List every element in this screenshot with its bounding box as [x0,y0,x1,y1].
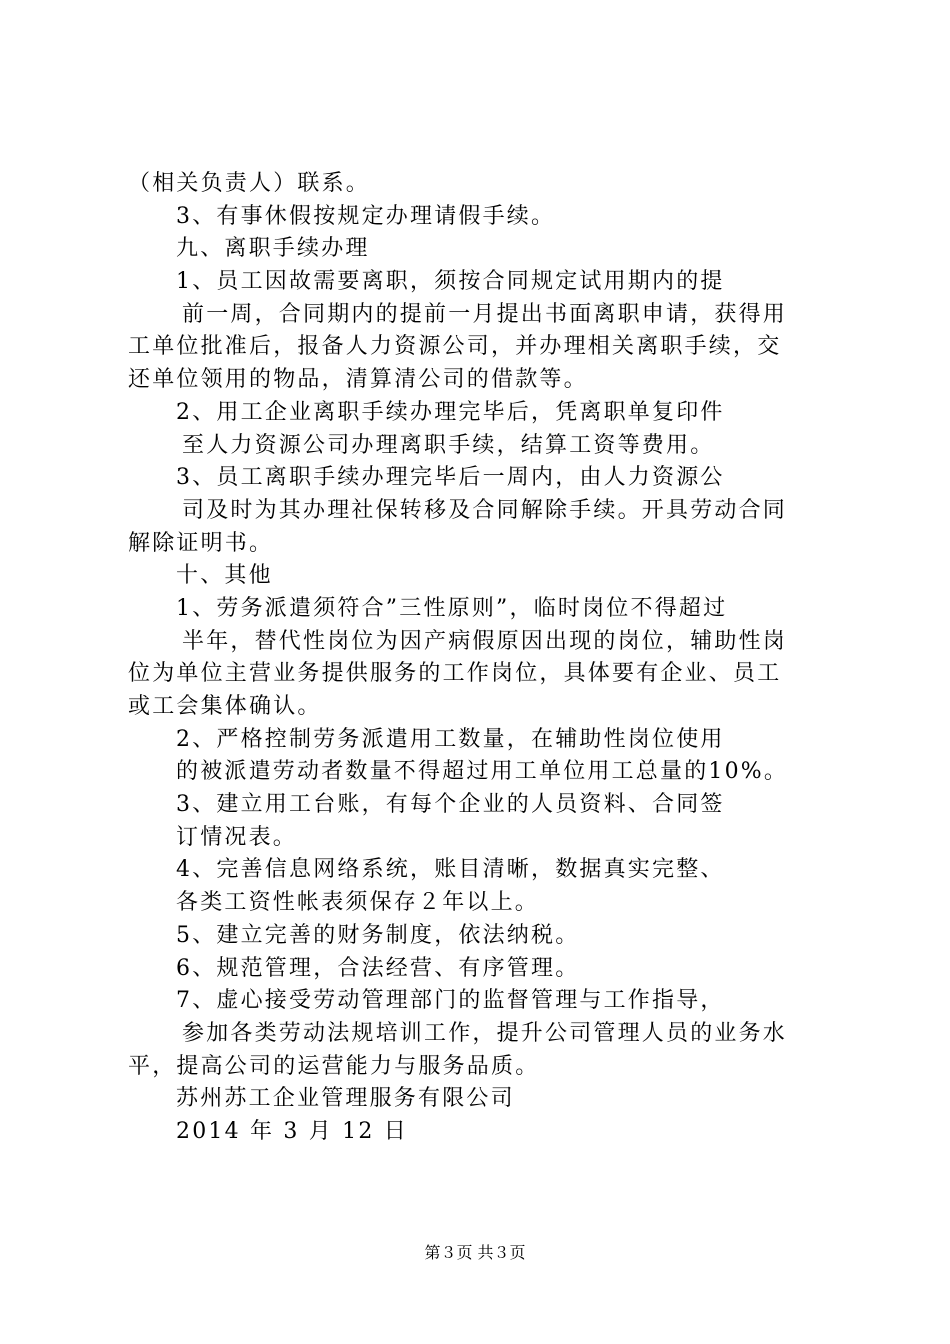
text-line: 3、员工离职手续办理完毕后一周内，由人力资源公 [176,465,725,491]
text-line: 解除证明书。 [128,530,274,556]
text-line: 工单位批准后，报备人力资源公司，并办理相关离职手续，交 [128,334,782,360]
text-line: 位为单位主营业务提供服务的工作岗位，具体要有企业、员工 [128,661,782,687]
text-line: 或工会集体确认。 [128,694,322,719]
text-line: 3、建立用工台账，有每个企业的人员资料、合同签 [176,792,725,818]
text-line: 前一周，合同期内的提前一月提出书面离职申请，获得用 [182,301,788,327]
text-line: 4、完善信息网络系统，账目清晰，数据真实完整、 [176,857,725,883]
text-line: 5、建立完善的财务制度，依法纳税。 [176,922,580,948]
text-line: 司及时为其办理社保转移及合同解除手续。开具劳动合同 [182,497,788,523]
text-line: 订情况表。 [176,824,298,850]
text-line: 2014 年 3 月 12 日 [176,1118,408,1144]
text-line: 参加各类劳动法规培训工作，提升公司管理人员的业务水 [182,1020,788,1046]
text-line: 的被派遣劳动者数量不得超过用工单位用工总量的10%。 [176,759,789,785]
text-line: 各类工资性帐表须保存２年以上。 [176,890,540,916]
text-line: 2、用工企业离职手续办理完毕后，凭离职单复印件 [176,399,725,425]
text-line: 至人力资源公司办理离职手续，结算工资等费用。 [182,432,715,458]
text-line: 2、严格控制劳务派遣用工数量，在辅助性岗位使用 [176,726,725,752]
text-line: （相关负责人）联系。 [128,171,371,196]
text-line: 还单位领用的物品，清算清公司的借款等。 [128,367,588,393]
text-line: 苏州苏工企业管理服务有限公司 [176,1086,515,1112]
text-line: 1、劳务派遣须符合”三性原则”，临时岗位不得超过 [176,595,728,621]
text-line: 九、离职手续办理 [176,236,370,262]
text-line: 1、员工因故需要离职，须按合同规定试用期内的提 [176,269,725,295]
text-line: 7、虚心接受劳动管理部门的监督管理与工作指导， [176,988,725,1014]
text-line: 6、规范管理，合法经营、有序管理。 [176,955,580,981]
text-line: 平，提高公司的运营能力与服务品质。 [128,1053,540,1079]
document-body [0,168,950,1149]
page-footer: 第３页 共３页 [424,1243,526,1262]
text-line: 3、有事休假按规定办理请假手续。 [176,203,556,229]
text-line: 半年，替代性岗位为因产病假原因出现的岗位，辅助性岗 [182,628,788,654]
text-line: 十、其他 [176,563,273,589]
